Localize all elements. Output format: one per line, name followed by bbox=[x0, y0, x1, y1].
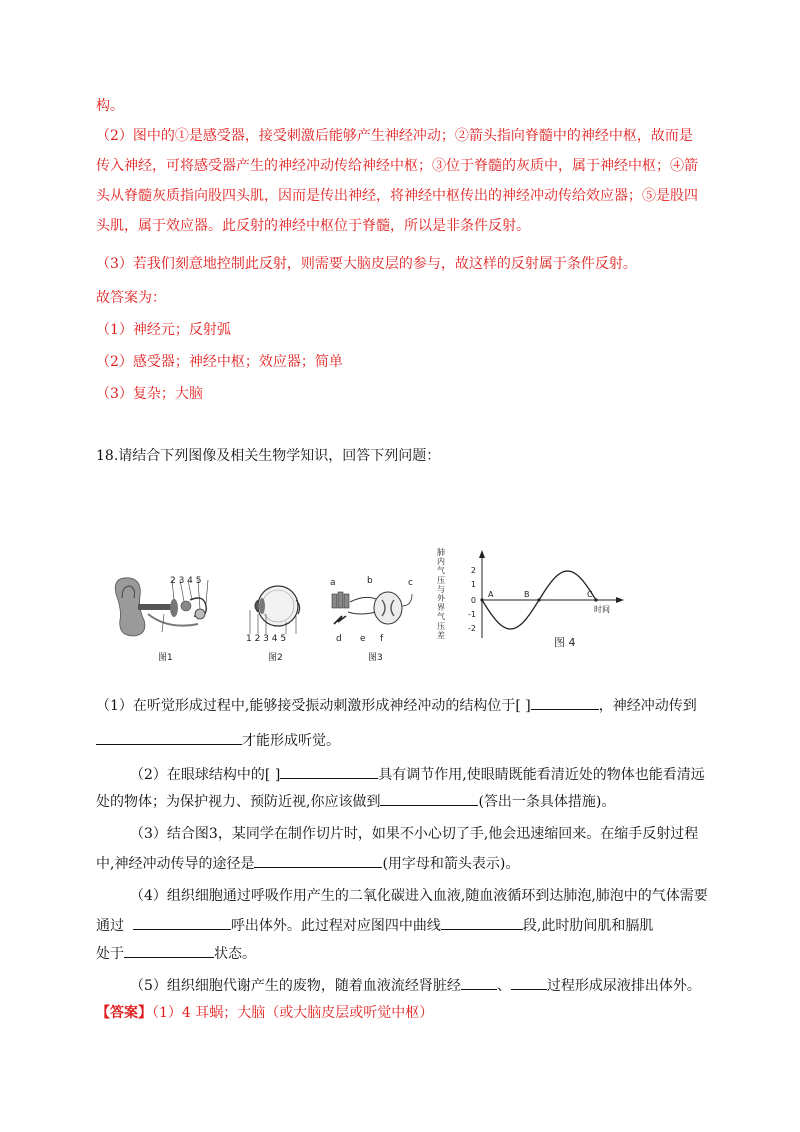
question-4-text: 状态。 bbox=[214, 946, 256, 962]
figure-1-caption: 图1 bbox=[158, 653, 173, 663]
eye-diagram bbox=[244, 582, 306, 642]
answer-blank[interactable] bbox=[133, 914, 231, 930]
curve-point-c bbox=[594, 598, 597, 601]
answer-line: （3）若我们刻意地控制此反射，则需要大脑皮层的参与，故这样的反射属于条件反射。 bbox=[96, 256, 637, 272]
question-2-text: 处的物体；为保护视力、预防近视,你应该做到 bbox=[96, 794, 381, 810]
question-2-text: (答出一条具体措施)。 bbox=[478, 794, 616, 810]
reflex-letter: f bbox=[380, 634, 384, 644]
reflex-letter: a bbox=[330, 578, 336, 588]
answer-line: （1）神经元；反射弧 bbox=[96, 322, 231, 338]
point-label-a: A bbox=[488, 590, 494, 599]
question-4-text: 通过 bbox=[96, 918, 124, 934]
reflex-letter: b bbox=[367, 576, 373, 586]
eye-number-labels: 1 2 3 4 5 bbox=[246, 634, 287, 644]
question-4-cont bbox=[96, 914, 653, 936]
curve-point-b bbox=[537, 598, 540, 601]
question-2-cont bbox=[96, 790, 615, 812]
answer-blank[interactable] bbox=[511, 974, 547, 990]
question-1 bbox=[96, 694, 697, 716]
question-4-text: 呼出体外。此过程对应图四中曲线 bbox=[230, 918, 441, 934]
figure-2-caption: 图2 bbox=[268, 653, 283, 663]
reflex-arc-letters bbox=[326, 576, 418, 648]
y-tick-label: 1 bbox=[470, 580, 476, 589]
y-tick-label: -2 bbox=[468, 624, 476, 633]
reflex-letter: e bbox=[360, 634, 366, 644]
question-3-text: (用字母和箭头表示)。 bbox=[382, 856, 520, 872]
question-5-text: （5）组织细胞代谢产生的废物，随着血液流经肾脏经 bbox=[130, 978, 461, 994]
figure-4-caption: 图 4 bbox=[554, 636, 576, 649]
answer-blank[interactable] bbox=[280, 763, 378, 779]
question-4-text: 段,此时肋间肌和膈肌 bbox=[522, 918, 654, 934]
y-tick-label: -1 bbox=[468, 610, 476, 619]
question-1-cont bbox=[96, 729, 340, 751]
ear-diagram bbox=[108, 574, 218, 646]
figure-3-caption: 图3 bbox=[368, 653, 383, 663]
answer-line: 故答案为： bbox=[96, 290, 166, 306]
reflex-letter: d bbox=[336, 634, 342, 644]
reflex-letter: c bbox=[408, 578, 413, 588]
y-axis-label: 肺内气压与外界气压差 bbox=[437, 548, 445, 640]
curve-point-a bbox=[480, 598, 483, 601]
question-4-cont2 bbox=[96, 942, 256, 964]
question-3-cont bbox=[96, 852, 519, 874]
ear-number-labels: 2 3 4 5 bbox=[170, 576, 202, 586]
y-axis-arrow bbox=[479, 550, 485, 558]
question-5-text: 过程形成尿液排出体外。 bbox=[546, 978, 701, 994]
answer-line bbox=[96, 1003, 433, 1023]
answer-blank[interactable] bbox=[441, 914, 523, 930]
answer-line: （2）感受器；神经中枢；效应器；简单 bbox=[96, 354, 343, 370]
answer-blank[interactable] bbox=[380, 790, 478, 806]
question-5 bbox=[130, 974, 701, 996]
question-1-text: ，神经冲动传到 bbox=[598, 698, 697, 714]
question-4-text: 处于 bbox=[96, 946, 124, 962]
point-label-c: C bbox=[587, 590, 593, 599]
answer-blank[interactable] bbox=[124, 942, 214, 958]
answer-line: 头肌，属于效应器。此反射的神经中枢位于脊髓，所以是非条件反射。 bbox=[96, 218, 530, 234]
answer-tag: 【答案】 bbox=[96, 1005, 152, 1021]
question-4: （4）组织细胞通过呼吸作用产生的二氧化碳进入血液,随血液循环到达肺泡,肺泡中的气体需要 bbox=[130, 888, 708, 904]
answer-text: （1）4 耳蜗；大脑（或大脑皮层或听觉中枢） bbox=[152, 1005, 434, 1021]
answer-blank[interactable] bbox=[96, 729, 242, 745]
pressure-curve-chart bbox=[430, 540, 630, 650]
question-2-text: （2）在眼球结构中的[ ] bbox=[130, 767, 281, 783]
answer-blank[interactable] bbox=[254, 852, 382, 868]
answer-line: 头从脊髓灰质指向股四头肌，因而是传出神经，将神经中枢传出的神经冲动传给效应器；⑤是股四 bbox=[96, 188, 698, 204]
answer-blank[interactable] bbox=[461, 974, 497, 990]
x-axis-label: 时间 bbox=[594, 605, 610, 614]
answer-blank[interactable] bbox=[531, 694, 599, 710]
question-1-text: 才能形成听觉。 bbox=[242, 733, 340, 749]
y-tick-label: 2 bbox=[470, 566, 476, 575]
answer-line: 构。 bbox=[96, 98, 124, 114]
answer-line: 传入神经，可将感受器产生的神经冲动传给神经中枢；③位于脊髓的灰质中，属于神经中枢；④箭 bbox=[96, 158, 698, 174]
question-2-text: 具有调节作用,使眼睛既能看清近处的物体也能看清远 bbox=[378, 767, 705, 783]
question-3-text: 中,神经冲动传导的途径是 bbox=[96, 856, 255, 872]
answer-line: （2）图中的①是感受器，接受刺激后能够产生神经冲动；②箭头指向脊髓中的神经中枢，故而是 bbox=[96, 128, 693, 144]
x-axis-arrow bbox=[616, 597, 624, 603]
point-label-b: B bbox=[524, 590, 530, 599]
answer-line: （3）复杂；大脑 bbox=[96, 386, 203, 402]
question-title: 18.请结合下列图像及相关生物学知识，回答下列问题： bbox=[96, 448, 441, 464]
y-tick-label: 0 bbox=[470, 596, 476, 605]
question-2 bbox=[130, 763, 705, 785]
question-3: （3）结合图3，某同学在制作切片时，如果不小心切了手,他会迅速缩回来。在缩手反射过程 bbox=[130, 826, 699, 842]
question-5-text: 、 bbox=[496, 978, 511, 994]
question-1-text: （1）在听觉形成过程中,能够接受振动刺激形成神经冲动的结构位于[ ] bbox=[96, 698, 531, 714]
